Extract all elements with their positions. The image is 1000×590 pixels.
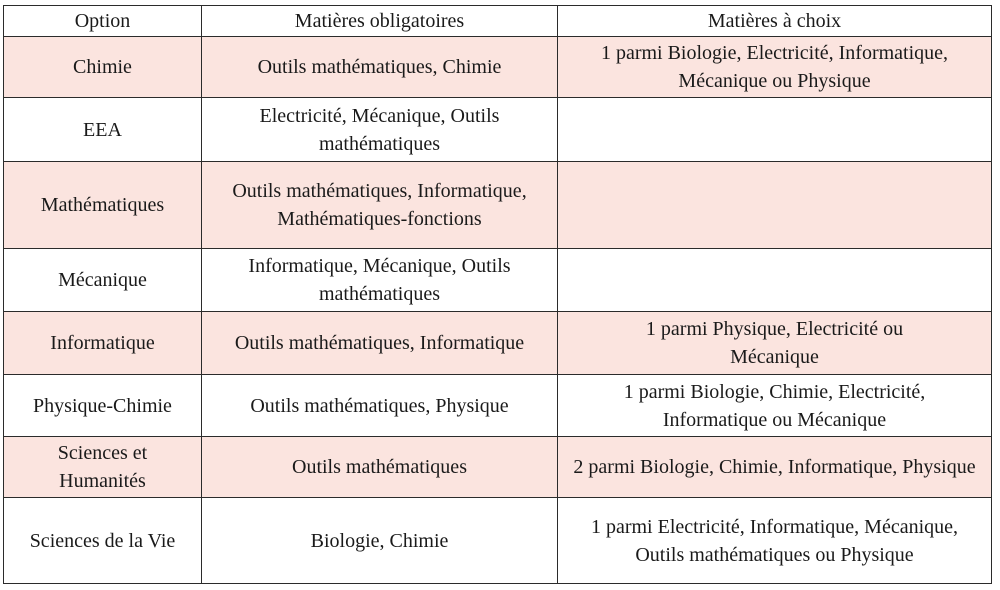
cell-choix: 2 parmi Biologie, Chimie, Informatique, Physique [558, 437, 992, 498]
table-row [4, 37, 992, 98]
table-row [4, 498, 992, 584]
cell-choix: 1 parmi Biologie, Chimie, Electricité, Informatique ou Mécanique [558, 375, 992, 437]
table-header [4, 6, 992, 37]
cell-obligatoires: Outils mathématiques, Informatique, Mathématiques-fonctions [202, 162, 558, 249]
table-row [4, 249, 992, 312]
cell-option: Sciences et Humanités [4, 437, 202, 498]
table-body [4, 37, 992, 584]
table-row [4, 162, 992, 249]
cell-choix [558, 98, 992, 162]
table-row [4, 312, 992, 375]
cell-option: Mathématiques [4, 162, 202, 249]
cell-obligatoires: Informatique, Mécanique, Outils mathématiques [202, 249, 558, 312]
header-matieres-a-choix: Matières à choix [558, 6, 992, 37]
cell-choix [558, 162, 992, 249]
cell-obligatoires: Outils mathématiques, Chimie [202, 37, 558, 98]
header-row [4, 6, 992, 37]
cell-choix: 1 parmi Electricité, Informatique, Mécanique, Outils mathématiques ou Physique [558, 498, 992, 584]
cell-choix [558, 249, 992, 312]
table-row [4, 375, 992, 437]
header-option: Option [4, 6, 202, 37]
cell-option: Sciences de la Vie [4, 498, 202, 584]
cell-option: Informatique [4, 312, 202, 375]
cell-obligatoires: Electricité, Mécanique, Outils mathématiques [202, 98, 558, 162]
cell-option: EEA [4, 98, 202, 162]
cell-obligatoires: Outils mathématiques, Informatique [202, 312, 558, 375]
table-row [4, 98, 992, 162]
cell-obligatoires: Outils mathématiques [202, 437, 558, 498]
cell-choix: 1 parmi Biologie, Electricité, Informatique, Mécanique ou Physique [558, 37, 992, 98]
cell-option: Physique-Chimie [4, 375, 202, 437]
cell-obligatoires: Biologie, Chimie [202, 498, 558, 584]
cell-option: Mécanique [4, 249, 202, 312]
table-row [4, 437, 992, 498]
cell-choix: 1 parmi Physique, Electricité ou Mécanique [558, 312, 992, 375]
cell-obligatoires: Outils mathématiques, Physique [202, 375, 558, 437]
cell-option: Chimie [4, 37, 202, 98]
header-matieres-obligatoires: Matières obligatoires [202, 6, 558, 37]
options-table [3, 5, 992, 584]
